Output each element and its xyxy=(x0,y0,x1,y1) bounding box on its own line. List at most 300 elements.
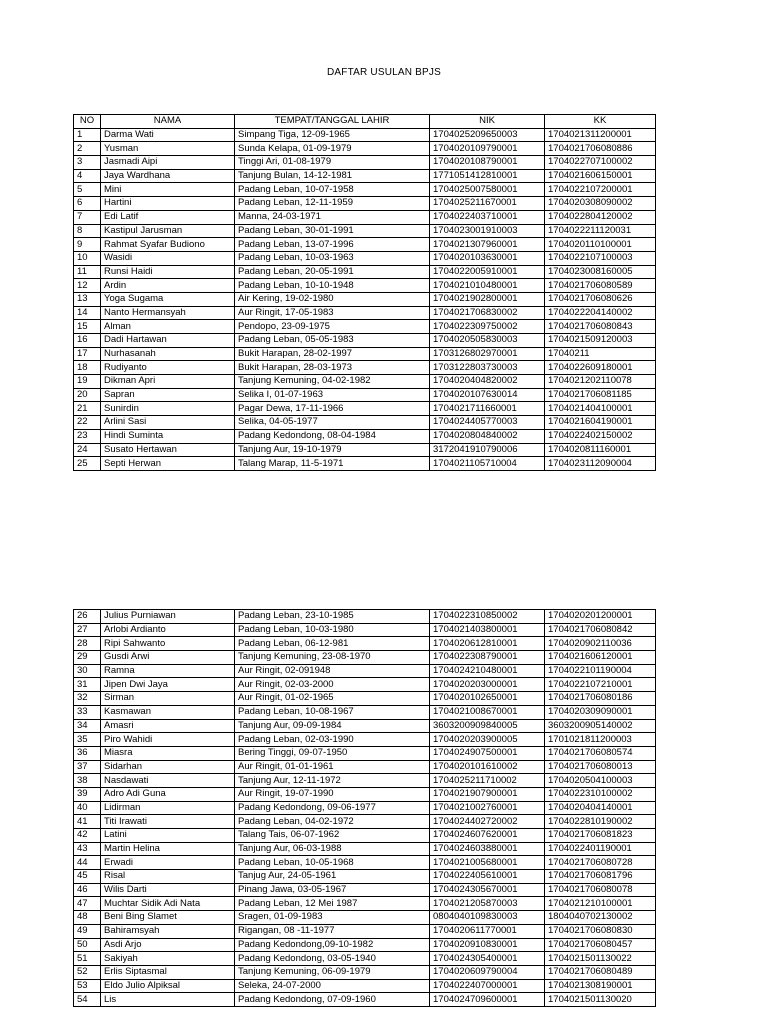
cell-tempat-tanggal-lahir: Selika I, 01-07-1963 xyxy=(235,388,430,402)
cell-nik: 1704021307960001 xyxy=(430,238,545,252)
cell-nama: Latini xyxy=(101,829,235,843)
cell-kk: 1704022707100002 xyxy=(545,156,656,170)
cell-kk: 1704021706080589 xyxy=(545,279,656,293)
cell-kk: 1704023112090004 xyxy=(545,457,656,471)
header-no: NO xyxy=(74,115,101,129)
cell-nama: Kasmawan xyxy=(101,705,235,719)
cell-kk: 1704021706080843 xyxy=(545,320,656,334)
cell-no: 7 xyxy=(74,210,101,224)
cell-no: 49 xyxy=(74,924,101,938)
table-row xyxy=(74,719,656,733)
table-row xyxy=(74,637,656,651)
cell-no: 24 xyxy=(74,443,101,457)
cell-kk: 1701021811200003 xyxy=(545,733,656,747)
table-row xyxy=(74,856,656,870)
cell-kk: 1704022609180001 xyxy=(545,361,656,375)
cell-no: 22 xyxy=(74,416,101,430)
cell-tempat-tanggal-lahir: Selika, 04-05-1977 xyxy=(235,416,430,430)
cell-nama: Piro Wahidi xyxy=(101,733,235,747)
cell-no: 48 xyxy=(74,911,101,925)
cell-nik: 1704020203000001 xyxy=(430,678,545,692)
cell-tempat-tanggal-lahir: Pagar Dewa, 17-11-1966 xyxy=(235,402,430,416)
cell-no: 37 xyxy=(74,760,101,774)
cell-nama: Risal xyxy=(101,870,235,884)
cell-tempat-tanggal-lahir: Padang Leban, 12-11-1959 xyxy=(235,197,430,211)
cell-tempat-tanggal-lahir: Padang Kedondong, 07-09-1960 xyxy=(235,993,430,1007)
cell-no: 11 xyxy=(74,265,101,279)
table-row xyxy=(74,156,656,170)
cell-kk: 1704021706081796 xyxy=(545,870,656,884)
cell-no: 10 xyxy=(74,251,101,265)
table-row xyxy=(74,965,656,979)
cell-kk: 1704021706080728 xyxy=(545,856,656,870)
cell-nik: 1704025211710002 xyxy=(430,774,545,788)
table-row xyxy=(74,361,656,375)
cell-tempat-tanggal-lahir: Tinggi Ari, 01-08-1979 xyxy=(235,156,430,170)
header-nama: NAMA xyxy=(101,115,235,129)
cell-tempat-tanggal-lahir: Padang Kedondong,09-10-1982 xyxy=(235,938,430,952)
cell-nik: 1704024305670001 xyxy=(430,883,545,897)
cell-nik: 1704021010480001 xyxy=(430,279,545,293)
cell-no: 50 xyxy=(74,938,101,952)
cell-nik: 1704024907500001 xyxy=(430,746,545,760)
cell-nama: Julius Purniawan xyxy=(101,610,235,624)
cell-tempat-tanggal-lahir: Padang Leban, 30-01-1991 xyxy=(235,224,430,238)
cell-nik: 1704020203900005 xyxy=(430,733,545,747)
cell-tempat-tanggal-lahir: Padang Leban, 23-10-1985 xyxy=(235,610,430,624)
cell-no: 12 xyxy=(74,279,101,293)
cell-no: 28 xyxy=(74,637,101,651)
cell-tempat-tanggal-lahir: Manna, 24-03-1971 xyxy=(235,210,430,224)
cell-tempat-tanggal-lahir: Talang Marap, 11-5-1971 xyxy=(235,457,430,471)
cell-no: 36 xyxy=(74,746,101,760)
cell-tempat-tanggal-lahir: Tanjung Kemuning, 04-02-1982 xyxy=(235,375,430,389)
cell-nama: Asdi Arjo xyxy=(101,938,235,952)
cell-nama: Arlobi Ardianto xyxy=(101,623,235,637)
cell-nama: Septi Herwan xyxy=(101,457,235,471)
cell-nik: 1704022310850002 xyxy=(430,610,545,624)
cell-tempat-tanggal-lahir: Padang Leban, 10-03-1980 xyxy=(235,623,430,637)
cell-no: 1 xyxy=(74,128,101,142)
cell-no: 20 xyxy=(74,388,101,402)
cell-kk: 1704021404100001 xyxy=(545,402,656,416)
cell-nama: Muchtar Sidik Adi Nata xyxy=(101,897,235,911)
cell-nik: 1704021403800001 xyxy=(430,623,545,637)
cell-nama: Sunirdin xyxy=(101,402,235,416)
cell-nik: 3172041910790006 xyxy=(430,443,545,457)
table-row xyxy=(74,651,656,665)
cell-tempat-tanggal-lahir: Pendopo, 23-09-1975 xyxy=(235,320,430,334)
cell-nik: 1704021205870003 xyxy=(430,897,545,911)
table-row xyxy=(74,678,656,692)
cell-kk: 1704021606120001 xyxy=(545,651,656,665)
cell-tempat-tanggal-lahir: Tanjung Bulan, 14-12-1981 xyxy=(235,169,430,183)
cell-no: 14 xyxy=(74,306,101,320)
cell-tempat-tanggal-lahir: Rigangan, 08 -11-1977 xyxy=(235,924,430,938)
table-row xyxy=(74,801,656,815)
cell-nik: 1704021907900001 xyxy=(430,787,545,801)
cell-tempat-tanggal-lahir: Padang Kedondong, 08-04-1984 xyxy=(235,429,430,443)
cell-tempat-tanggal-lahir: Padang Kedondong, 03-05-1940 xyxy=(235,952,430,966)
cell-nama: Ardin xyxy=(101,279,235,293)
cell-nik: 1704022405610001 xyxy=(430,870,545,884)
table-row xyxy=(74,443,656,457)
cell-nik: 1704021711660001 xyxy=(430,402,545,416)
cell-nama: Gusdi Arwi xyxy=(101,651,235,665)
cell-tempat-tanggal-lahir: Padang Leban, 02-03-1990 xyxy=(235,733,430,747)
cell-no: 51 xyxy=(74,952,101,966)
cell-kk: 1704022402150002 xyxy=(545,429,656,443)
cell-nama: Nasdawati xyxy=(101,774,235,788)
cell-nama: Rahmat Syafar Budiono xyxy=(101,238,235,252)
cell-tempat-tanggal-lahir: Padang Leban, 10-10-1948 xyxy=(235,279,430,293)
cell-tempat-tanggal-lahir: Sunda Kelapa, 01-09-1979 xyxy=(235,142,430,156)
header-nik: NIK xyxy=(430,115,545,129)
cell-no: 38 xyxy=(74,774,101,788)
cell-tempat-tanggal-lahir: Tanjung Kemuning, 23-08-1970 xyxy=(235,651,430,665)
cell-nama: Alman xyxy=(101,320,235,334)
cell-tempat-tanggal-lahir: Tanjung Kemuning, 06-09-1979 xyxy=(235,965,430,979)
cell-kk: 1704021706080457 xyxy=(545,938,656,952)
cell-no: 25 xyxy=(74,457,101,471)
cell-nik: 1704021706830002 xyxy=(430,306,545,320)
cell-nama: Jipen Dwi Jaya xyxy=(101,678,235,692)
cell-nama: Adro Adi Guna xyxy=(101,787,235,801)
cell-nik: 1704020109790001 xyxy=(430,142,545,156)
cell-tempat-tanggal-lahir: Sragen, 01-09-1983 xyxy=(235,911,430,925)
table-row xyxy=(74,746,656,760)
table-row xyxy=(74,993,656,1007)
cell-kk: 1704020902110036 xyxy=(545,637,656,651)
cell-tempat-tanggal-lahir: Aur Ringit, 17-05-1983 xyxy=(235,306,430,320)
cell-tempat-tanggal-lahir: Padang Kedondong, 09-06-1977 xyxy=(235,801,430,815)
cell-nik: 1704022005910001 xyxy=(430,265,545,279)
cell-no: 2 xyxy=(74,142,101,156)
cell-nama: Darma Wati xyxy=(101,128,235,142)
cell-nik: 1704021005680001 xyxy=(430,856,545,870)
cell-tempat-tanggal-lahir: Padang Leban, 13-07-1996 xyxy=(235,238,430,252)
document-title: DAFTAR USULAN BPJS xyxy=(327,67,441,78)
cell-nik: 1704024210480001 xyxy=(430,664,545,678)
cell-nik: 1704020107630014 xyxy=(430,388,545,402)
cell-nama: Lidirman xyxy=(101,801,235,815)
cell-tempat-tanggal-lahir: Aur Ringit, 01-02-1965 xyxy=(235,692,430,706)
cell-kk: 1704021706080013 xyxy=(545,760,656,774)
cell-kk: 1704021501130020 xyxy=(545,993,656,1007)
cell-tempat-tanggal-lahir: Padang Leban, 20-05-1991 xyxy=(235,265,430,279)
cell-nik: 1704022407000001 xyxy=(430,979,545,993)
header-kk: KK xyxy=(545,115,656,129)
table-row xyxy=(74,183,656,197)
table-row xyxy=(74,306,656,320)
cell-nik: 1704020609790004 xyxy=(430,965,545,979)
cell-no: 34 xyxy=(74,719,101,733)
table-row xyxy=(74,610,656,624)
cell-no: 29 xyxy=(74,651,101,665)
cell-nik: 1704021105710004 xyxy=(430,457,545,471)
table-row xyxy=(74,760,656,774)
cell-tempat-tanggal-lahir: Padang Leban, 12 Mei 1987 xyxy=(235,897,430,911)
table-row xyxy=(74,829,656,843)
table-row xyxy=(74,128,656,142)
cell-kk: 1704021706081823 xyxy=(545,829,656,843)
table-row xyxy=(74,265,656,279)
cell-kk: 1704020309090001 xyxy=(545,705,656,719)
cell-kk: 1704021706080489 xyxy=(545,965,656,979)
cell-nik: 1704025211670001 xyxy=(430,197,545,211)
cell-tempat-tanggal-lahir: Aur Ringit, 02-091948 xyxy=(235,664,430,678)
cell-nik: 1704023001910003 xyxy=(430,224,545,238)
cell-no: 6 xyxy=(74,197,101,211)
cell-nik: 1704024603880001 xyxy=(430,842,545,856)
cell-nik: 1704020505830003 xyxy=(430,334,545,348)
cell-no: 47 xyxy=(74,897,101,911)
cell-tempat-tanggal-lahir: Aur Ringit, 01-01-1961 xyxy=(235,760,430,774)
cell-no: 45 xyxy=(74,870,101,884)
table-row xyxy=(74,952,656,966)
cell-nama: Eldo Julio Alpiksal xyxy=(101,979,235,993)
cell-kk: 1804040702130002 xyxy=(545,911,656,925)
cell-tempat-tanggal-lahir: Padang Leban, 10-07-1958 xyxy=(235,183,430,197)
cell-nama: Sapran xyxy=(101,388,235,402)
cell-nik: 1704025209650003 xyxy=(430,128,545,142)
cell-no: 41 xyxy=(74,815,101,829)
cell-nama: Jasmadi Aipi xyxy=(101,156,235,170)
cell-kk: 1704021308190001 xyxy=(545,979,656,993)
cell-tempat-tanggal-lahir: Padang Leban, 06-12-981 xyxy=(235,637,430,651)
table-row xyxy=(74,416,656,430)
table-row xyxy=(74,911,656,925)
cell-no: 15 xyxy=(74,320,101,334)
table-row xyxy=(74,774,656,788)
table-row xyxy=(74,292,656,306)
cell-tempat-tanggal-lahir: Padang Leban, 05-05-1983 xyxy=(235,334,430,348)
table-row xyxy=(74,142,656,156)
cell-nik: 1704020404820002 xyxy=(430,375,545,389)
cell-tempat-tanggal-lahir: Air Kering, 19-02-1980 xyxy=(235,292,430,306)
cell-kk: 1704021706080886 xyxy=(545,142,656,156)
table-row xyxy=(74,842,656,856)
cell-kk: 1704022310100002 xyxy=(545,787,656,801)
cell-nik: 1704024607620001 xyxy=(430,829,545,843)
cell-no: 42 xyxy=(74,829,101,843)
bpjs-table-page-1 xyxy=(73,114,656,471)
cell-tempat-tanggal-lahir: Bering Tinggi, 09-07-1950 xyxy=(235,746,430,760)
table-header-row xyxy=(74,115,656,129)
cell-nama: Miasra xyxy=(101,746,235,760)
table-row xyxy=(74,883,656,897)
table-row xyxy=(74,224,656,238)
cell-nama: Lis xyxy=(101,993,235,1007)
cell-nik: 1704024405770003 xyxy=(430,416,545,430)
cell-no: 44 xyxy=(74,856,101,870)
cell-no: 8 xyxy=(74,224,101,238)
cell-kk: 1704022810190002 xyxy=(545,815,656,829)
cell-nama: Sidarhan xyxy=(101,760,235,774)
cell-no: 4 xyxy=(74,169,101,183)
cell-no: 13 xyxy=(74,292,101,306)
cell-tempat-tanggal-lahir: Tanjung Aur, 12-11-1972 xyxy=(235,774,430,788)
cell-nama: Wilis Darti xyxy=(101,883,235,897)
cell-nik: 0804040109830003 xyxy=(430,911,545,925)
cell-tempat-tanggal-lahir: Tanjung Aur, 19-10-1979 xyxy=(235,443,430,457)
cell-no: 32 xyxy=(74,692,101,706)
cell-nik: 1704024709600001 xyxy=(430,993,545,1007)
cell-nama: Arlini Sasi xyxy=(101,416,235,430)
bpjs-table-page-2 xyxy=(73,609,656,1007)
table-row xyxy=(74,924,656,938)
cell-nik: 1704020103630001 xyxy=(430,251,545,265)
cell-no: 5 xyxy=(74,183,101,197)
cell-nik: 1704021008670001 xyxy=(430,705,545,719)
table-row xyxy=(74,429,656,443)
cell-nama: Ripi Sahwanto xyxy=(101,637,235,651)
cell-kk: 1704021501130022 xyxy=(545,952,656,966)
cell-kk: 1704021606150001 xyxy=(545,169,656,183)
cell-kk: 1704021706080078 xyxy=(545,883,656,897)
cell-no: 18 xyxy=(74,361,101,375)
cell-nama: Amasri xyxy=(101,719,235,733)
table-row xyxy=(74,279,656,293)
cell-kk: 1704021706080830 xyxy=(545,924,656,938)
cell-kk: 1704021706080842 xyxy=(545,623,656,637)
cell-nik: 1704020910830001 xyxy=(430,938,545,952)
table-row xyxy=(74,210,656,224)
cell-tempat-tanggal-lahir: Bukit Harapan, 28-03-1973 xyxy=(235,361,430,375)
cell-tempat-tanggal-lahir: Aur Ringit, 02-03-2000 xyxy=(235,678,430,692)
cell-nik: 1704022403710001 xyxy=(430,210,545,224)
cell-nama: Mini xyxy=(101,183,235,197)
cell-kk: 1704021706080186 xyxy=(545,692,656,706)
cell-kk: 1704020404140001 xyxy=(545,801,656,815)
cell-kk: 1704020201200001 xyxy=(545,610,656,624)
cell-nik: 1704020804840002 xyxy=(430,429,545,443)
cell-no: 26 xyxy=(74,610,101,624)
cell-nama: Bahiramsyah xyxy=(101,924,235,938)
cell-nama: Rudiyanto xyxy=(101,361,235,375)
cell-kk: 3603200905140002 xyxy=(545,719,656,733)
cell-kk: 1704020811160001 xyxy=(545,443,656,457)
cell-nama: Sakiyah xyxy=(101,952,235,966)
cell-tempat-tanggal-lahir: Simpang Tiga, 12-09-1965 xyxy=(235,128,430,142)
table-row xyxy=(74,979,656,993)
cell-tempat-tanggal-lahir: Bukit Harapan, 28-02-1997 xyxy=(235,347,430,361)
table-row xyxy=(74,238,656,252)
cell-no: 16 xyxy=(74,334,101,348)
cell-kk: 1704021311200001 xyxy=(545,128,656,142)
cell-kk: 1704020308090002 xyxy=(545,197,656,211)
cell-nama: Erlis Siptasmal xyxy=(101,965,235,979)
cell-tempat-tanggal-lahir: Padang Leban, 10-05-1968 xyxy=(235,856,430,870)
cell-nik: 1771051412810001 xyxy=(430,169,545,183)
cell-tempat-tanggal-lahir: Pinang Jawa, 03-05-1967 xyxy=(235,883,430,897)
cell-no: 54 xyxy=(74,993,101,1007)
cell-nik: 1703126802970001 xyxy=(430,347,545,361)
cell-nama: Dikman Apri xyxy=(101,375,235,389)
table-row xyxy=(74,402,656,416)
cell-nama: Jaya Wardhana xyxy=(101,169,235,183)
cell-tempat-tanggal-lahir: Seleka, 24-07-2000 xyxy=(235,979,430,993)
cell-nik: 1704020102650001 xyxy=(430,692,545,706)
table-row xyxy=(74,787,656,801)
table-row xyxy=(74,388,656,402)
table-row xyxy=(74,705,656,719)
cell-kk: 1704023008160005 xyxy=(545,265,656,279)
cell-kk: 1704022107200001 xyxy=(545,183,656,197)
cell-kk: 1704021706080574 xyxy=(545,746,656,760)
cell-no: 27 xyxy=(74,623,101,637)
table-row xyxy=(74,197,656,211)
table-row xyxy=(74,169,656,183)
cell-kk: 1704021202110078 xyxy=(545,375,656,389)
cell-nik: 1704022308790001 xyxy=(430,651,545,665)
cell-no: 31 xyxy=(74,678,101,692)
cell-kk: 1704022804120002 xyxy=(545,210,656,224)
cell-kk: 1704022211120031 xyxy=(545,224,656,238)
cell-nama: Sirman xyxy=(101,692,235,706)
cell-nik: 1704020108790001 xyxy=(430,156,545,170)
table-row xyxy=(74,320,656,334)
table-row xyxy=(74,251,656,265)
table-row xyxy=(74,347,656,361)
cell-tempat-tanggal-lahir: Tanjung Aur, 06-03-1988 xyxy=(235,842,430,856)
table-row xyxy=(74,692,656,706)
cell-nama: Kastipul Jarusman xyxy=(101,224,235,238)
cell-nik: 1704025007580001 xyxy=(430,183,545,197)
cell-nik: 1704022309750002 xyxy=(430,320,545,334)
cell-kk: 1704021509120003 xyxy=(545,334,656,348)
cell-nik: 1704020101610002 xyxy=(430,760,545,774)
table-row xyxy=(74,870,656,884)
cell-kk: 1704021706080626 xyxy=(545,292,656,306)
cell-no: 33 xyxy=(74,705,101,719)
cell-no: 30 xyxy=(74,664,101,678)
cell-kk: 1704020110100001 xyxy=(545,238,656,252)
cell-nama: Titi Irawati xyxy=(101,815,235,829)
table-row xyxy=(74,938,656,952)
cell-nik: 1704020612810001 xyxy=(430,637,545,651)
cell-no: 19 xyxy=(74,375,101,389)
cell-nik: 1704024402720002 xyxy=(430,815,545,829)
cell-nama: Hindi Suminta xyxy=(101,429,235,443)
cell-kk: 1704022107100003 xyxy=(545,251,656,265)
cell-nama: Susato Hertawan xyxy=(101,443,235,457)
cell-nama: Ramna xyxy=(101,664,235,678)
cell-no: 46 xyxy=(74,883,101,897)
cell-kk: 1704021210100001 xyxy=(545,897,656,911)
table-row xyxy=(74,334,656,348)
cell-tempat-tanggal-lahir: Tanjug Aur, 24-05-1961 xyxy=(235,870,430,884)
cell-nik: 3603200909840005 xyxy=(430,719,545,733)
cell-kk: 1704022401190001 xyxy=(545,842,656,856)
cell-nik: 1703122803730003 xyxy=(430,361,545,375)
cell-no: 21 xyxy=(74,402,101,416)
cell-no: 9 xyxy=(74,238,101,252)
table-row xyxy=(74,815,656,829)
cell-no: 35 xyxy=(74,733,101,747)
table-row xyxy=(74,375,656,389)
cell-nama: Runsi Haidi xyxy=(101,265,235,279)
cell-nama: Dadi Hartawan xyxy=(101,334,235,348)
cell-no: 3 xyxy=(74,156,101,170)
cell-nama: Wasidi xyxy=(101,251,235,265)
cell-nama: Nurhasanah xyxy=(101,347,235,361)
cell-no: 23 xyxy=(74,429,101,443)
cell-nik: 1704024305400001 xyxy=(430,952,545,966)
cell-nama: Yoga Sugama xyxy=(101,292,235,306)
cell-nama: Yusman xyxy=(101,142,235,156)
table-row xyxy=(74,457,656,471)
